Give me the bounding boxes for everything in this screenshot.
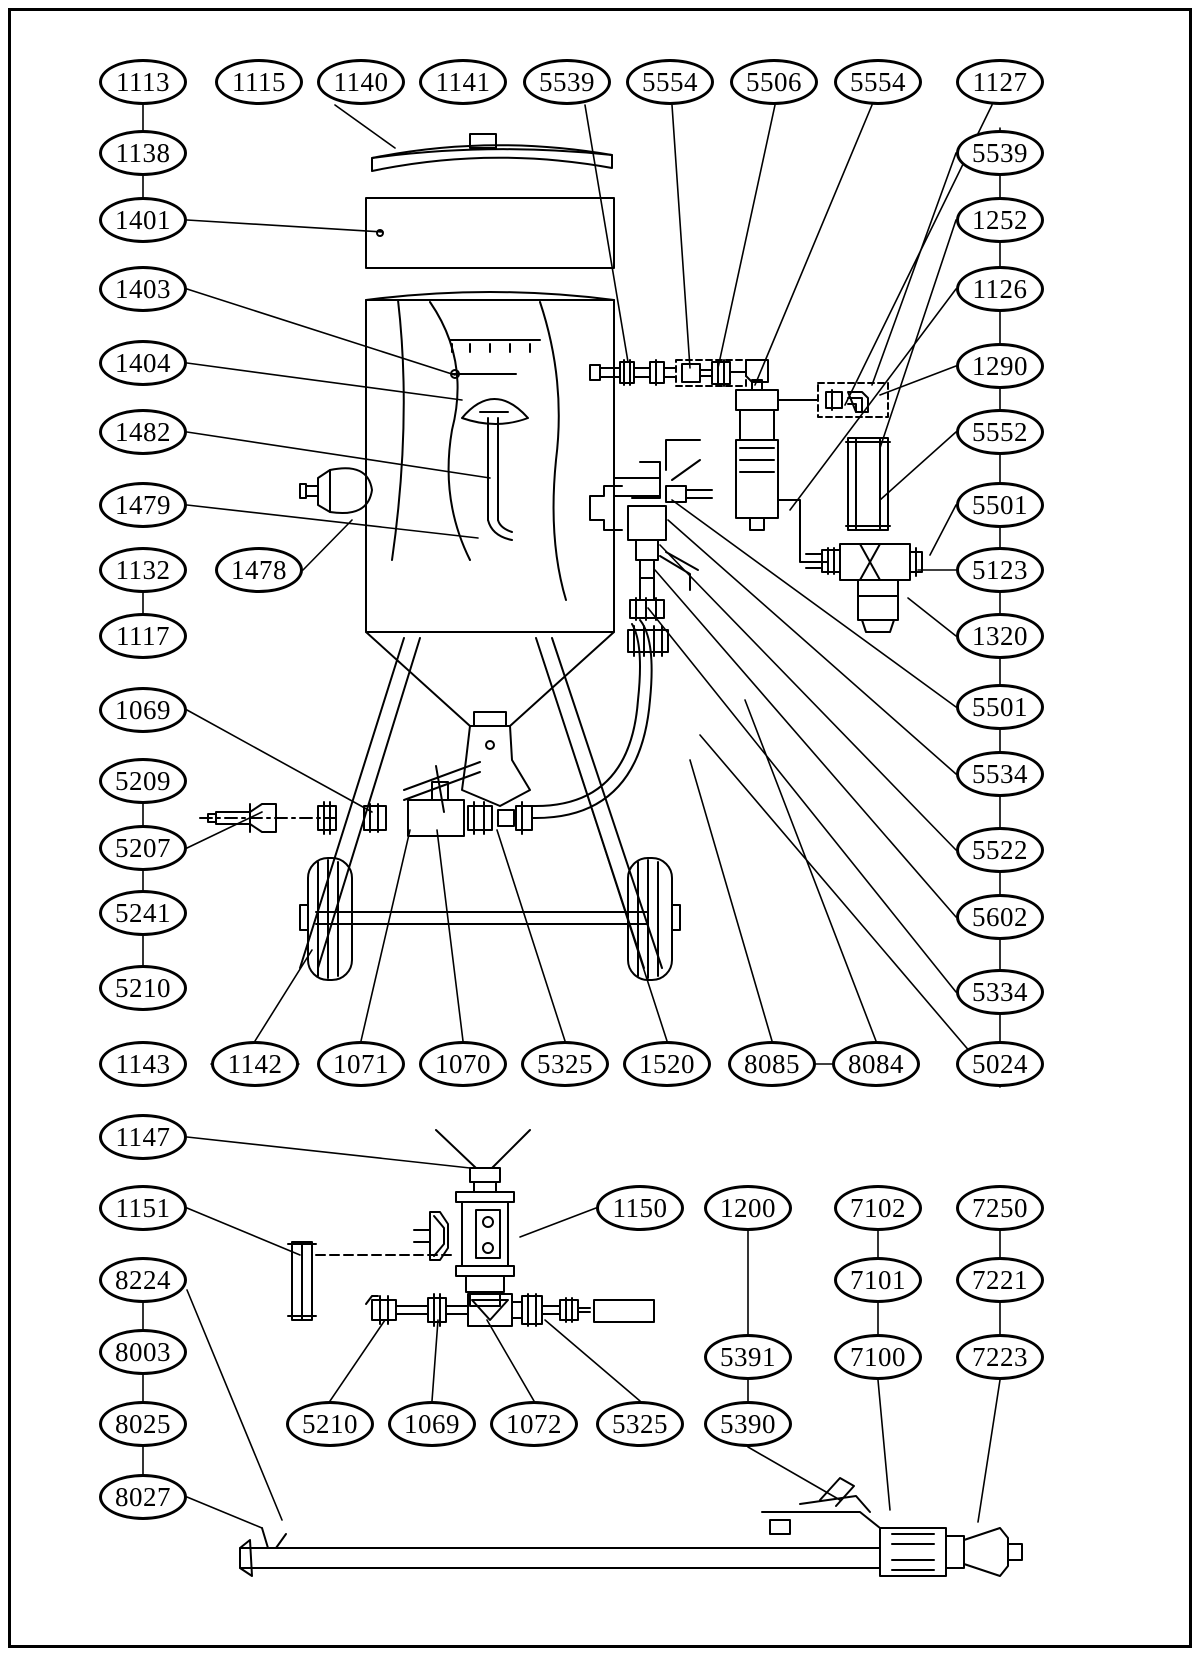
callout-7250[interactable]: 7250 — [956, 1185, 1044, 1231]
callout-5241[interactable]: 5241 — [99, 890, 187, 936]
callout-5210[interactable]: 5210 — [286, 1401, 374, 1447]
callout-1141[interactable]: 1141 — [419, 59, 507, 105]
callout-5539[interactable]: 5539 — [523, 59, 611, 105]
wheel-left — [300, 858, 352, 980]
callout-1404[interactable]: 1404 — [99, 340, 187, 386]
callout-5325[interactable]: 5325 — [521, 1041, 609, 1087]
callout-1126[interactable]: 1126 — [956, 266, 1044, 312]
callout-5501[interactable]: 5501 — [956, 684, 1044, 730]
callout-5024[interactable]: 5024 — [956, 1041, 1044, 1087]
callout-1143[interactable]: 1143 — [99, 1041, 187, 1087]
callout-1072[interactable]: 1072 — [490, 1401, 578, 1447]
valve-train — [590, 360, 922, 656]
callout-7221[interactable]: 7221 — [956, 1257, 1044, 1303]
callout-5209[interactable]: 5209 — [99, 758, 187, 804]
callout-7100[interactable]: 7100 — [834, 1334, 922, 1380]
callout-8025[interactable]: 8025 — [99, 1401, 187, 1447]
callout-8084[interactable]: 8084 — [832, 1041, 920, 1087]
callout-1520[interactable]: 1520 — [623, 1041, 711, 1087]
callout-1147[interactable]: 1147 — [99, 1114, 187, 1160]
callout-8224[interactable]: 8224 — [99, 1257, 187, 1303]
callout-5554[interactable]: 5554 — [626, 59, 714, 105]
callout-1401[interactable]: 1401 — [99, 197, 187, 243]
callout-5506[interactable]: 5506 — [730, 59, 818, 105]
leader-lines-bottom — [211, 700, 876, 1064]
wheel-right — [628, 858, 680, 980]
callout-1070[interactable]: 1070 — [419, 1041, 507, 1087]
callout-5522[interactable]: 5522 — [956, 827, 1044, 873]
callout-1150[interactable]: 1150 — [596, 1185, 684, 1231]
callout-1290[interactable]: 1290 — [956, 343, 1044, 389]
callout-1151[interactable]: 1151 — [99, 1185, 187, 1231]
callout-1117[interactable]: 1117 — [99, 613, 187, 659]
callout-8085[interactable]: 8085 — [728, 1041, 816, 1087]
leader-lines-top — [585, 105, 992, 405]
callout-1482[interactable]: 1482 — [99, 409, 187, 455]
callout-5554[interactable]: 5554 — [834, 59, 922, 105]
callout-5390[interactable]: 5390 — [704, 1401, 792, 1447]
callout-8003[interactable]: 8003 — [99, 1329, 187, 1375]
callout-5534[interactable]: 5534 — [956, 751, 1044, 797]
callout-5210[interactable]: 5210 — [99, 965, 187, 1011]
callout-5501[interactable]: 5501 — [956, 482, 1044, 528]
callout-7223[interactable]: 7223 — [956, 1334, 1044, 1380]
callout-1140[interactable]: 1140 — [317, 59, 405, 105]
callout-5391[interactable]: 5391 — [704, 1334, 792, 1380]
callout-1069[interactable]: 1069 — [388, 1401, 476, 1447]
leader-lines-right — [648, 128, 1000, 1087]
callout-1478[interactable]: 1478 — [215, 547, 303, 593]
callout-8027[interactable]: 8027 — [99, 1474, 187, 1520]
callout-1200[interactable]: 1200 — [704, 1185, 792, 1231]
callout-5602[interactable]: 5602 — [956, 894, 1044, 940]
callout-1403[interactable]: 1403 — [99, 266, 187, 312]
callout-5123[interactable]: 5123 — [956, 547, 1044, 593]
callout-1071[interactable]: 1071 — [317, 1041, 405, 1087]
callout-1142[interactable]: 1142 — [211, 1041, 299, 1087]
callout-1138[interactable]: 1138 — [99, 130, 187, 176]
callout-5207[interactable]: 5207 — [99, 825, 187, 871]
callout-5552[interactable]: 5552 — [956, 409, 1044, 455]
callout-1252[interactable]: 1252 — [956, 197, 1044, 243]
callout-1069[interactable]: 1069 — [99, 687, 187, 733]
callout-5334[interactable]: 5334 — [956, 969, 1044, 1015]
callout-7102[interactable]: 7102 — [834, 1185, 922, 1231]
callout-1113[interactable]: 1113 — [99, 59, 187, 105]
callout-1127[interactable]: 1127 — [956, 59, 1044, 105]
leader-lines-left — [143, 105, 490, 1528]
callout-7101[interactable]: 7101 — [834, 1257, 922, 1303]
callout-5539[interactable]: 5539 — [956, 130, 1044, 176]
callout-1115[interactable]: 1115 — [215, 59, 303, 105]
callout-5325[interactable]: 5325 — [596, 1401, 684, 1447]
callout-1132[interactable]: 1132 — [99, 547, 187, 593]
callout-1479[interactable]: 1479 — [99, 482, 187, 528]
callout-1320[interactable]: 1320 — [956, 613, 1044, 659]
